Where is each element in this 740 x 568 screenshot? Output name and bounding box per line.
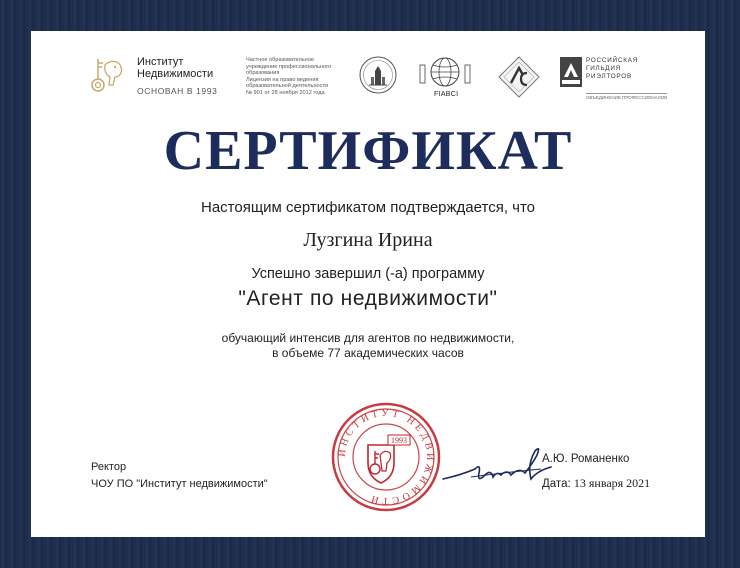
building-emblem-icon (358, 55, 398, 95)
partner-logo-diamond (497, 55, 541, 104)
partner-logo-building (358, 55, 398, 100)
institute-name (137, 56, 213, 80)
rector-organization: ЧОУ ПО "Институт недвижимости" (91, 478, 268, 490)
partner-logo-rgr (560, 57, 668, 101)
institute-founded: ОСНОВАН В 1993 (137, 86, 218, 96)
institute-logo (89, 55, 239, 99)
globe-icon (417, 55, 473, 91)
license-line: учреждение профессионального (246, 63, 332, 70)
rgr-line: РОССИЙСКАЯ (586, 57, 639, 64)
rector-block (91, 459, 268, 493)
institute-name-line1: Институт (137, 56, 184, 68)
seal-stamp-icon (330, 401, 442, 513)
certificate-frame (31, 31, 705, 537)
completed-text: Успешно завершил (-а) программу (251, 266, 485, 282)
fiabci-label: FIABCI (434, 91, 459, 98)
rector-title: Ректор (91, 461, 127, 473)
license-line: № 901 от 28 ноября 2012 года (246, 89, 325, 96)
rgr-emblem-icon (560, 57, 582, 87)
license-line: Частное образовательное (246, 57, 314, 63)
date-value: 13 января 2021 (573, 476, 651, 490)
confirm-text: Настоящим сертификатом подтверждается, что (200, 199, 536, 216)
recipient-name: Лузгина Ирина (303, 229, 433, 251)
program-name: "Агент по недвижимости" (238, 287, 498, 310)
institute-name-line2: Недвижимости (137, 68, 214, 80)
signer-name: А.Ю. Романенко (542, 453, 630, 465)
seal-ring-text: ИНСТИТУТ НЕДВИЖИМОСТИ (336, 407, 436, 507)
partner-logo-fiabci (417, 55, 473, 101)
rgr-line: ГИЛЬДИЯ (586, 65, 621, 72)
seal-year: 1993 (391, 436, 407, 445)
program-description-line1: обучающий интенсив для агентов по недвижимости, (221, 331, 515, 345)
license-line: образовательной деятельности (246, 83, 329, 90)
license-line: Лицензия на право ведения (246, 76, 319, 83)
institute-seal (330, 401, 442, 518)
license-text (246, 57, 356, 97)
diamond-emblem-icon (497, 55, 541, 99)
date-label: Дата: (542, 478, 571, 490)
license-line: образования (246, 70, 280, 77)
certificate-title: СЕРТИФИКАТ (163, 120, 573, 182)
key-lion-icon (89, 55, 129, 95)
rgr-line: РИЭЛТОРОВ (586, 73, 632, 80)
issue-date (542, 476, 650, 491)
rgr-name (586, 57, 638, 81)
rgr-subtitle: ОБЪЕДИНЕНИЕ ПРОФЕССИОНАЛОВ (586, 95, 668, 100)
svg-text:ИНСТИТУТ НЕДВИЖИМОСТИ (337, 408, 435, 506)
program-description-line2: в объеме 77 академических часов (272, 346, 464, 360)
